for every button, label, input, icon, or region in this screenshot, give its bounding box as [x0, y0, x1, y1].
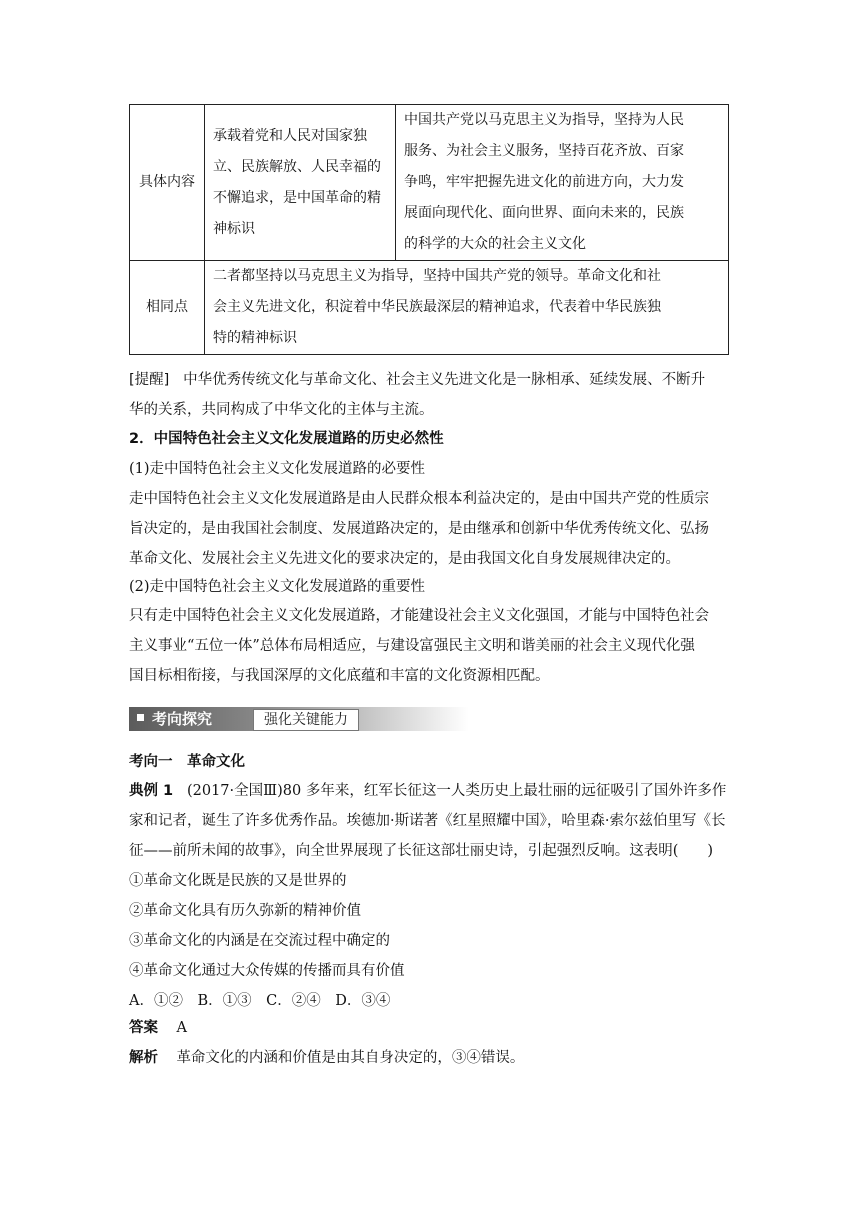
socialist-culture-content: 中国共产党以马克思主义为指导，坚持为人民 服务、为社会主义服务，坚持百花齐放、百家 争鸣，牢牢把握先进文化的前进方向，大力发 展面向现代化、面向世界、面向未来的，民族 的科学的大众的社会主义文化: [396, 105, 729, 261]
comparison-table: [129, 104, 729, 355]
example-question: 典例 1 (2017·全国Ⅲ)80 多年来，红军长征这一人类历史上最壮丽的远征吸引了国外许多作 家和记者，诞生了许多优秀作品。埃德加·斯诺著《红星照耀中国》，哈里森·索尔兹伯里写《长 征——前所未闻的故事》，向全世界展现了长征这部壮丽史诗，引起强烈反响。这表明( ) ①革命文化既是民族的又是世界的 ②革命文化具有历久弥新的精神价值 ③革命文化的内涵是在交流过程中确定的 ④革命文化通过大众传媒的传播而具有价值 A．①② B．①③ C．②④ D．③④: [129, 776, 734, 1016]
paragraph-importance: 只有走中国特色社会主义文化发展道路，才能建设社会主义文化强国，才能与中国特色社会 主义事业“五位一体”总体布局相适应，与建设富强民主文明和谐美丽的社会主义现代化强 国目标相衔接，与我国深厚的文化底蕴和丰富的文化资源相匹配。: [129, 608, 709, 684]
analysis-text: 革命文化的内涵和价值是由其自身决定的，③④错误。: [176, 1050, 525, 1066]
paragraph-necessity: 走中国特色社会主义文化发展道路是由人民群众根本利益决定的，是由中国共产党的性质宗 旨决定的，是由我国社会制度、发展道路决定的，是由继承和创新中华优秀传统文化、弘扬 革命文化、发展社会主义先进文化的要求决定的，是由我国文化自身发展规律决定的。: [129, 491, 709, 567]
subheading-importance: (2)走中国特色社会主义文化发展道路的重要性: [129, 579, 426, 595]
choices: A．①② B．①③ C．②④ D．③④: [129, 993, 391, 1009]
topic-heading: 考向一 革命文化: [129, 754, 245, 770]
section-heading: 2．中国特色社会主义文化发展道路的历史必然性: [129, 431, 444, 447]
answer-label: 答案: [129, 1020, 158, 1036]
answer-line: [129, 1013, 734, 1043]
common-points-content: 二者都坚持以马克思主义为指导，坚持中国共产党的领导。革命文化和社 会主义先进文化，积淀着中华民族最深层的精神追求，代表着中华民族独 特的精神标识: [205, 261, 729, 355]
revolutionary-culture-content: 承载着党和人民对国家独 立、民族解放、人民幸福的 不懈追求，是中国革命的精 神标识: [205, 105, 396, 261]
example-label: 典例 1: [129, 783, 174, 799]
tip-text-line: 华的关系，共同构成了中华文化的主体与主流。: [129, 402, 434, 418]
section-banner: [129, 707, 469, 731]
option-item: ④革命文化通过大众传媒的传播而具有价值: [129, 963, 405, 979]
banner-main: 考向探究: [137, 707, 212, 731]
option-item: ③革命文化的内涵是在交流过程中确定的: [129, 933, 390, 949]
tip-text-line: 中华优秀传统文化与革命文化、社会主义先进文化是一脉相承、延续发展、不断升: [183, 372, 706, 388]
table-row: [130, 261, 729, 355]
tip-block: [129, 365, 734, 425]
analysis-label: 解析: [129, 1050, 158, 1066]
option-item: ①革命文化既是民族的又是世界的: [129, 873, 347, 889]
row-label-content: 具体内容: [130, 105, 205, 261]
banner-sub: 强化关键能力: [253, 709, 359, 731]
answer-value: A: [176, 1020, 187, 1036]
tip-label: [提醒]: [129, 372, 170, 388]
option-item: ②革命文化具有历久弥新的精神价值: [129, 903, 361, 919]
row-label-common: 相同点: [130, 261, 205, 355]
table-row: [130, 105, 729, 261]
analysis-line: [129, 1043, 734, 1073]
subheading-necessity: (1)走中国特色社会主义文化发展道路的必要性: [129, 461, 426, 477]
square-bullet-icon: [137, 714, 144, 721]
